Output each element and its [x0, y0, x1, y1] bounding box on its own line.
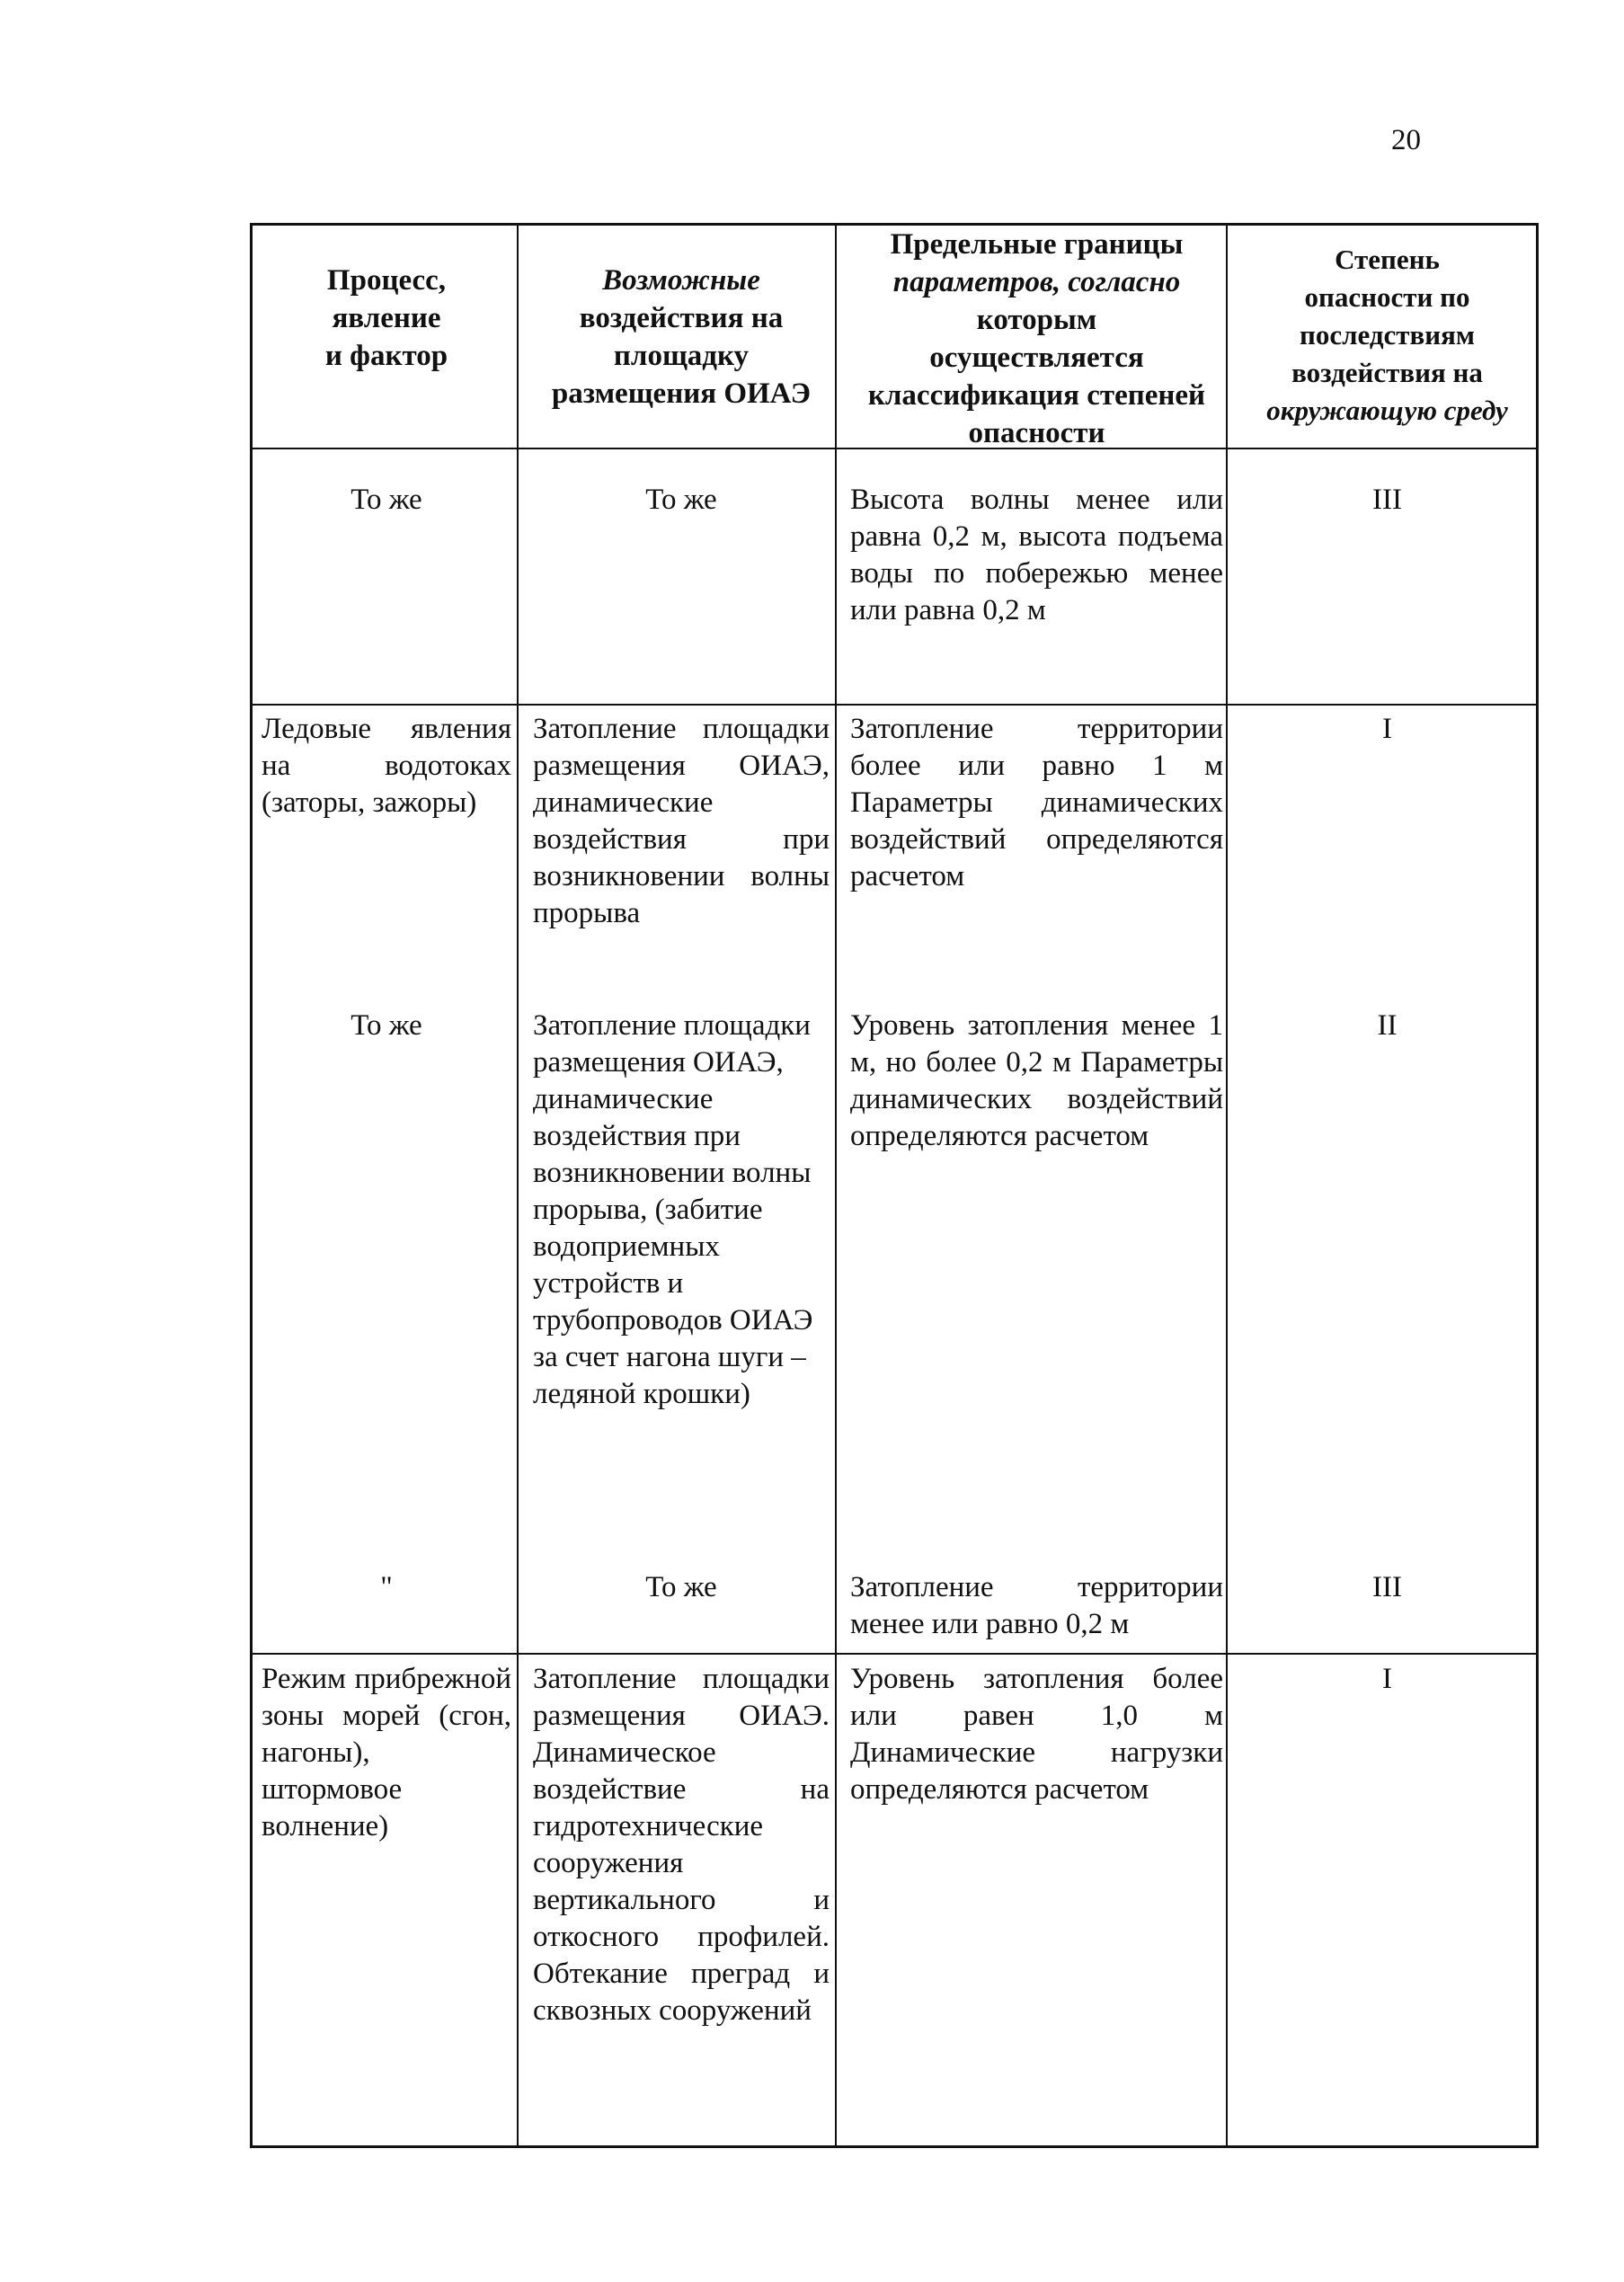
hazard-classification-table — [250, 223, 1539, 2148]
row3-process: То же — [351, 1009, 422, 1042]
row5-degree: I — [1382, 1663, 1392, 1695]
header-process: Процесс, явление и фактор — [324, 264, 448, 372]
row2-process: Ледовые явления на водотоках (заторы, зажоры) — [262, 713, 511, 819]
column-divider — [1226, 226, 1228, 2145]
row1-process: То же — [351, 484, 422, 516]
column-divider — [517, 226, 519, 2145]
row4-degree: III — [1372, 1571, 1402, 1603]
row2-limits: Затопление территории более или равно 1 м Параметры динамических воздействий определяются расчетом — [850, 713, 1223, 892]
row5-process: Режим прибрежной зоны морей (сгон, нагоны), штормовое волнение) — [262, 1663, 511, 1842]
header-impact: Возможные воздействия на площадку размещения ОИАЭ — [551, 264, 812, 410]
row3-limits: Уровень затопления менее 1 м, но более 0,2 м Параметры динамических воздействий определяются расчетом — [850, 1009, 1223, 1152]
page-number: 20 — [1391, 124, 1421, 156]
row4-process: " — [380, 1571, 393, 1603]
row3-degree: II — [1377, 1009, 1398, 1042]
header-degree: Степень опасности по последствиям воздействия на окружающую среду — [1266, 244, 1508, 426]
row3-impact: Затопление площадки размещения ОИАЭ, динамические воздействия при возникновении волны прорыва, (забитие водоприемных устройств и трубопроводов ОИАЭ за счет нагона шуги – ледяной крошки) — [533, 1009, 813, 1410]
column-divider — [835, 226, 837, 2145]
row1-limits: Высота волны менее или равна 0,2 м, высота подъема воды по побережью менее или равна 0,2 м — [850, 484, 1223, 626]
row5-limits: Уровень затопления более или равен 1,0 м Динамические нагрузки определяются расчетом — [850, 1663, 1223, 1806]
row2-impact: Затопление площадки размещения ОИАЭ, динамические воздействия при возникновении волны прорыва — [533, 713, 830, 929]
row4-impact: То же — [645, 1571, 717, 1603]
row5-impact: Затопление площадки размещения ОИАЭ. Динамическое воздействие на гидротехнические сооружения вертикального и откосного профилей. Обтекание преград и сквозных сооружений — [533, 1663, 830, 2027]
row2-degree: I — [1382, 713, 1392, 745]
row1-degree: III — [1372, 484, 1402, 516]
row-divider — [253, 704, 1536, 706]
header-limits: Предельные границы параметров, согласно которым осуществляется классификация степеней опасности — [867, 228, 1206, 449]
row1-impact: То же — [645, 484, 717, 516]
row-divider — [253, 1653, 1536, 1655]
row4-limits: Затопление территории менее или равно 0,2 м — [850, 1571, 1223, 1640]
